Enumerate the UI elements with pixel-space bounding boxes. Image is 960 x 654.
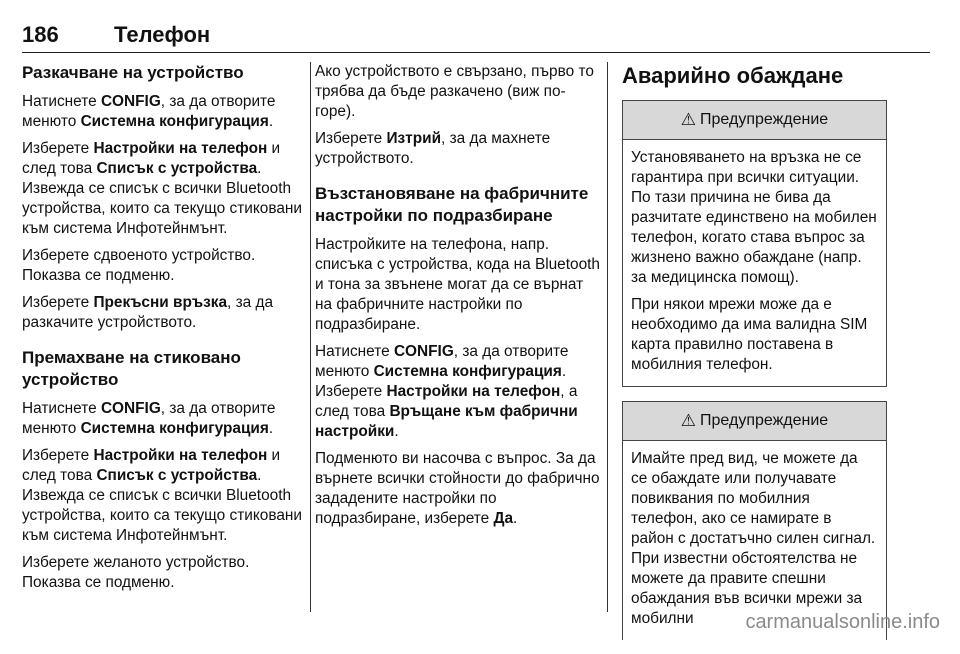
paragraph: Изберете Настройки на телефон и след това Списък с устройства. Извежда се списък с всички Bluetooth устройства, които са текущо стиковани към система Инфотейнмънт. [22, 447, 302, 544]
warning-header [623, 101, 886, 140]
paragraph: При някои мрежи може да е необходимо да има валидна SIM карта правилно поставена в мобилния телефон. [631, 296, 868, 373]
paragraph: Установяването на връзка не се гарантира при всички ситуации. По тази причина не бива да разчитате единствено на мобилен телефон, когато става въпрос за жизнено важно обаждане (напр. за медицинска помощ). [631, 149, 877, 286]
warning-body [623, 140, 886, 386]
column-2 [315, 62, 600, 536]
watermark: carmanualsonline.info [745, 611, 940, 633]
warning-header [623, 402, 886, 441]
column-divider [607, 62, 608, 612]
page-header [22, 22, 930, 53]
paragraph: Натиснете CONFIG, за да отворите менюто Системна конфигурация. [22, 93, 276, 130]
column-1 [22, 62, 302, 600]
paragraph: Настройките на телефона, напр. списъка с устройства, кода на Bluetooth и тона за звънене могат да се върнат на фабричните настройки по подразбиране. [315, 236, 600, 333]
warning-box [622, 401, 887, 640]
paragraph: Изберете желаното устройство. Показва се подменю. [22, 554, 250, 591]
paragraph: Изберете Изтрий, за да махнете устройството. [315, 130, 551, 167]
paragraph: Изберете сдвоеното устройство. Показва се подменю. [22, 247, 256, 284]
paragraph: Натиснете CONFIG, за да отворите менюто Системна конфигурация. [22, 400, 276, 437]
section-heading-disconnect: Разкачване на устройство [22, 63, 244, 82]
column-divider [310, 62, 311, 612]
section-heading-factory-reset: Възстановяване на фабричните настройки по подразбиране [315, 184, 589, 225]
warning-triangle-icon: ⚠ [680, 411, 697, 430]
paragraph: Изберете Прекъсни връзка, за да разкачите устройството. [22, 294, 273, 331]
paragraph: Изберете Настройки на телефон и след това Списък с устройства. Извежда се списък с всички Bluetooth устройства, които са текущо стиковани към система Инфотейнмънт. [22, 140, 302, 237]
paragraph: Подменюто ви насочва с въпрос. За да върнете всички стойности до фабрично зададените настройки по подразбиране, изберете Да. [315, 450, 600, 527]
column-3 [622, 62, 887, 654]
paragraph: Ако устройството е свързано, първо то трябва да бъде разкачено (виж по-горе). [315, 63, 594, 120]
warning-triangle-icon: ⚠ [680, 110, 697, 129]
warning-box [622, 100, 887, 387]
page-title: Телефон [114, 22, 211, 47]
paragraph: Имайте пред вид, че можете да се обаждате или получавате повиквания по мобилния телефон, ако се намирате в район с достатъчно силен сигнал. При известни обстоятелства не можете да правите спешни обаждания във всички мрежи за мобилни [631, 450, 876, 627]
paragraph: Натиснете CONFIG, за да отворите менюто Системна конфигурация. Изберете Настройки на телефон, а след това Връщане към фабрични настройки. [315, 343, 578, 440]
page-number: 186 [22, 22, 59, 47]
section-heading-emergency: Аварийно обаждане [622, 63, 844, 88]
warning-title: Предупреждение [700, 412, 829, 429]
section-heading-remove: Премахване на стиковано устройство [22, 348, 241, 389]
warning-title: Предупреждение [700, 111, 829, 128]
